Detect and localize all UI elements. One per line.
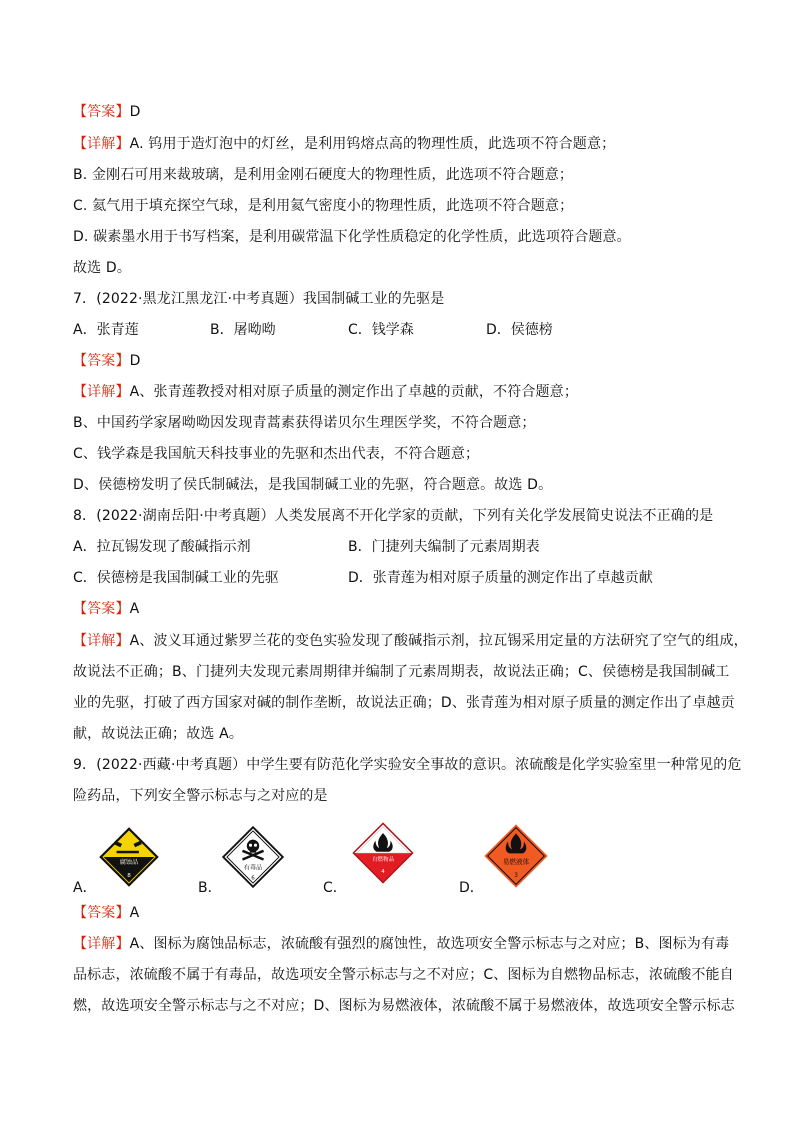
toxic-sign-icon [222,826,284,888]
corrosive-sign-icon [98,826,160,888]
q9-detail-line-2: 品标志，浓硫酸不属于有毒品，故选项安全警示标志与之不对应；C、图标为自燃物品标志，浓硫酸不能自 [73,967,734,983]
q7-detail-first: A、张青莲教授对相对原子质量的测定作出了卓越的贡献，不符合题意； [129,384,578,400]
detail-tag: 【详解】 [73,136,130,152]
q7-detail-line-2: B、中国药学家屠呦呦因发现青蒿素获得诺贝尔生理医学奖，不符合题意； [73,415,536,431]
q6-detail-line-4: D. 碳素墨水用于书写档案，是利用碳常温下化学性质稳定的化学性质，此选项符合题意。 [73,229,631,245]
q6-detail-first: A. 钨用于造灯泡中的灯丝，是利用钨熔点高的物理性质，此选项不符合题意； [129,136,616,152]
q9-answer-line [73,903,733,923]
q6-detail-line-1 [73,134,733,154]
answer-tag: 【答案】 [73,601,130,617]
q7-detail-line-4: D、侯德榜发明了侯氏制碱法，是我国制碱工业的先驱，符合题意。故选 D。 [73,477,553,493]
flammable-liquid-sign-icon [483,823,545,885]
q9-option-c-letter: C． [323,880,347,896]
q8-option-a: A．拉瓦锡发现了酸碱指示剂 [73,539,251,555]
svg-text:6: 6 [251,875,255,882]
q9-option-a-letter: A． [73,880,97,896]
svg-text:8: 8 [127,872,131,879]
q7-option-d: D．侯德榜 [486,322,553,338]
q6-detail-line-3: C. 氦气用于填充探空气球，是利用氦气密度小的物理性质，此选项不符合题意； [73,198,574,214]
svg-text:4: 4 [381,868,385,875]
q7-option-b: B．屠呦呦 [210,322,276,338]
q8-option-d: D．张青莲为相对原子质量的测定作出了卓越贡献 [348,570,653,586]
q9-detail-line-3: 燃，故选项安全警示标志与之不对应；D、图标为易燃液体，浓硫酸不属于易燃液体，故选项安全警示标志 [73,998,735,1014]
detail-tag: 【详解】 [73,936,130,952]
q9-detail-line-1 [73,934,733,954]
q8-detail-first: A、波义耳通过紫罗兰花的变色实验发现了酸碱指示剂，拉瓦锡采用定量的方法研究了空气的组成， [129,633,748,649]
q7-stem: 7．(2022·黑龙江黑龙江·中考真题）我国制碱工业的先驱是 [73,291,445,307]
q9-option-b-letter: B． [198,880,222,896]
q8-option-c: C．侯德榜是我国制碱工业的先驱 [73,570,279,586]
q9-stem-line-2: 险药品，下列安全警示标志与之对应的是 [73,788,328,804]
detail-tag: 【详解】 [73,384,130,400]
q6-detail-line-2: B. 金刚石可用来裁玻璃，是利用金刚石硬度大的物理性质，此选项不符合题意； [73,167,574,183]
q8-detail-line-1 [73,631,748,651]
q8-detail-line-2: 故说法不正确；B、门捷列夫发现元素周期律并编制了元素周期表，故说法正确；C、侯德榜是我国制碱工 [73,664,730,680]
svg-text:易燃液体: 易燃液体 [502,857,530,866]
q7-detail-line-1 [73,382,733,402]
q7-answer: D [129,353,141,369]
q6-answer: D [129,104,141,120]
q7-option-a: A．张青莲 [73,322,139,338]
svg-text:腐蚀品: 腐蚀品 [119,858,139,866]
svg-text:自燃物品: 自燃物品 [371,857,395,864]
q8-option-b: B．门捷列夫编制了元素周期表 [348,539,540,555]
q8-detail-line-3: 业的先驱，打破了西方国家对碱的制作垄断，故说法正确；D、张青莲为相对原子质量的测定作出了卓越贡 [73,695,735,711]
q9-answer: A [129,905,140,921]
answer-tag: 【答案】 [73,353,130,369]
q8-answer-line [73,599,733,619]
answer-tag: 【答案】 [73,905,130,921]
detail-tag: 【详解】 [73,633,130,649]
spontaneous-combustion-sign-icon [352,822,414,884]
q9-stem-line-1: 9．(2022·西藏·中考真题）中学生要有防范化学实验安全事故的意识。浓硫酸是化学实验室里一种常见的危 [73,757,742,773]
q6-answer-line [73,102,733,122]
svg-text:有毒品: 有毒品 [243,864,263,872]
q8-stem: 8．(2022·湖南岳阳·中考真题）人类发展离不开化学家的贡献，下列有关化学发展简史说法不正确的是 [73,508,714,524]
q9-detail-first: A、图标为腐蚀品标志，浓硫酸有强烈的腐蚀性，故选项安全警示标志与之对应；B、图标为有毒 [129,936,730,952]
q7-option-c: C．钱学森 [348,322,414,338]
svg-text:3: 3 [514,872,518,880]
q8-detail-line-4: 献，故说法正确；故选 A。 [73,726,243,742]
q6-conclusion: 故选 D。 [73,260,131,276]
q7-detail-line-3: C、钱学森是我国航天科技事业的先驱和杰出代表，不符合题意； [73,446,480,462]
answer-tag: 【答案】 [73,104,130,120]
q9-option-d-letter: D． [459,880,484,896]
q8-answer: A [129,601,140,617]
q7-answer-line [73,351,733,371]
